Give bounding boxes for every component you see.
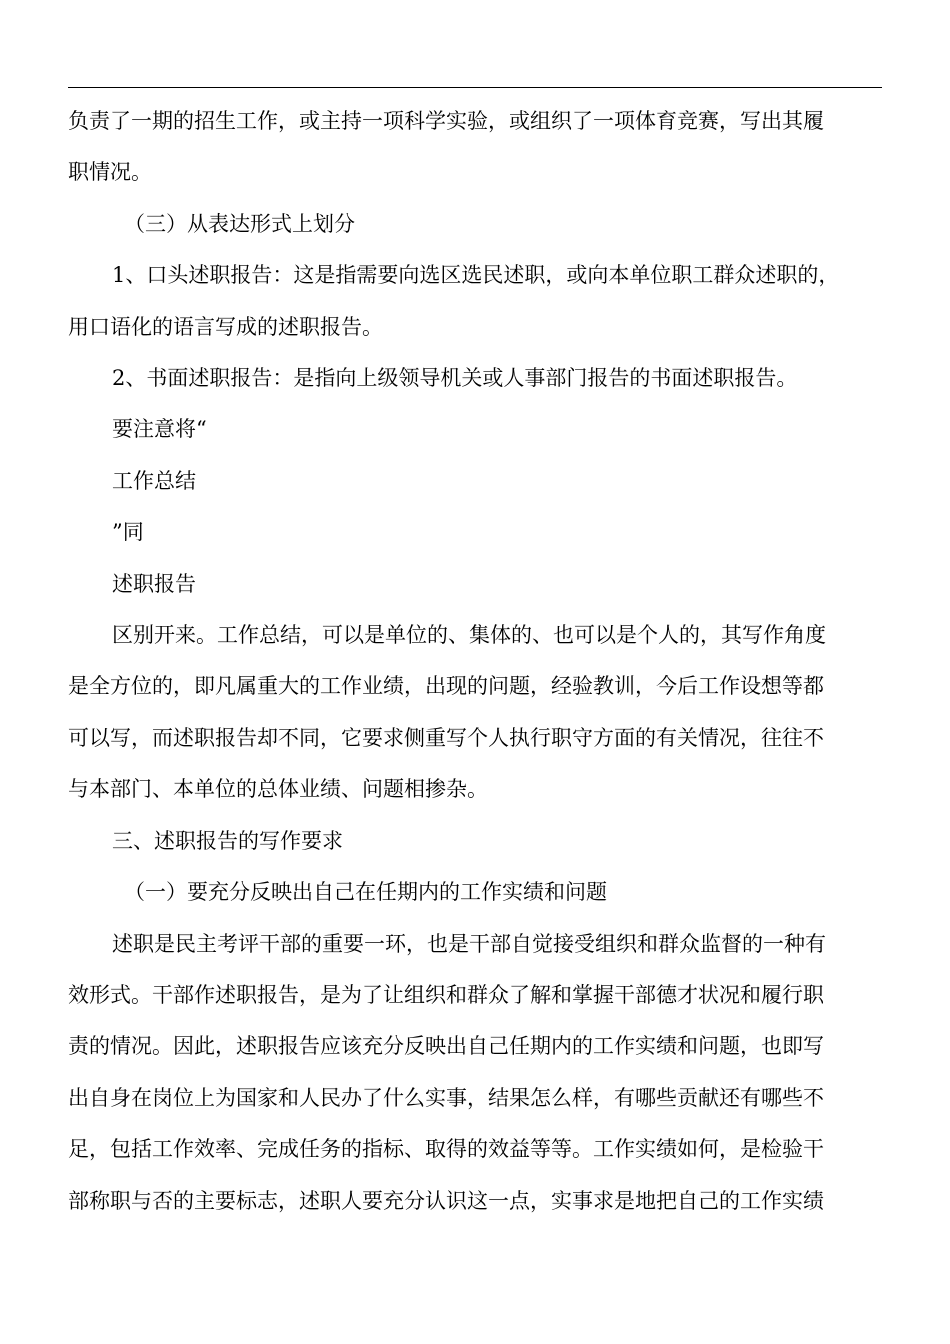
text-line: 部称职与否的主要标志，述职人要充分认识这一点，实事求是地把自己的工作实绩	[68, 1188, 824, 1213]
text-line: 述职报告	[112, 571, 196, 596]
text-line: 出自身在岗位上为国家和人民办了什么实事，结果怎么样，有哪些贡献还有哪些不	[68, 1085, 824, 1110]
text-line: 1、口头述职报告：这是指需要向选区选民述职，或向本单位职工群众述职的，	[112, 263, 840, 288]
document-body	[68, 96, 888, 1227]
text-line: 述职是民主考评干部的重要一环，也是干部自觉接受组织和群众监督的一种有	[112, 931, 826, 956]
text-line: 2、书面述职报告：是指向上级领导机关或人事部门报告的书面述职报告。	[112, 366, 798, 391]
header-rule	[68, 87, 882, 88]
text-line: 负责了一期的招生工作，或主持一项科学实验，或组织了一项体育竞赛，写出其履	[68, 109, 824, 133]
text-line: 效形式。干部作述职报告，是为了让组织和群众了解和掌握干部德才状况和履行职	[68, 982, 824, 1007]
section-heading: （三）从表达形式上划分	[124, 211, 355, 236]
text-line: 用口语化的语言写成的述职报告。	[68, 314, 383, 339]
text-line: 可以写，而述职报告却不同，它要求侧重写个人执行职守方面的有关情况，往往不	[68, 725, 824, 750]
text-line: 工作总结	[112, 468, 196, 493]
text-line: 责的情况。因此，述职报告应该充分反映出自己任期内的工作实绩和问题，也即写	[68, 1034, 824, 1059]
text-line: 要注意将“	[112, 417, 207, 442]
subsection-heading: （一）要充分反映出自己在任期内的工作实绩和问题	[124, 880, 607, 905]
text-line: 足，包括工作效率、完成任务的指标、取得的效益等等。工作实绩如何，是检验干	[68, 1137, 824, 1162]
text-line: 区别开来。工作总结，可以是单位的、集体的、也可以是个人的，其写作角度	[112, 623, 826, 648]
text-line: 职情况。	[68, 160, 152, 185]
text-line: ”同	[112, 520, 144, 545]
text-line: 与本部门、本单位的总体业绩、问题相掺杂。	[68, 777, 488, 802]
section-heading: 三、述职报告的写作要求	[112, 828, 343, 853]
text-line: 是全方位的，即凡属重大的工作业绩，出现的问题，经验教训，今后工作设想等都	[68, 674, 824, 699]
